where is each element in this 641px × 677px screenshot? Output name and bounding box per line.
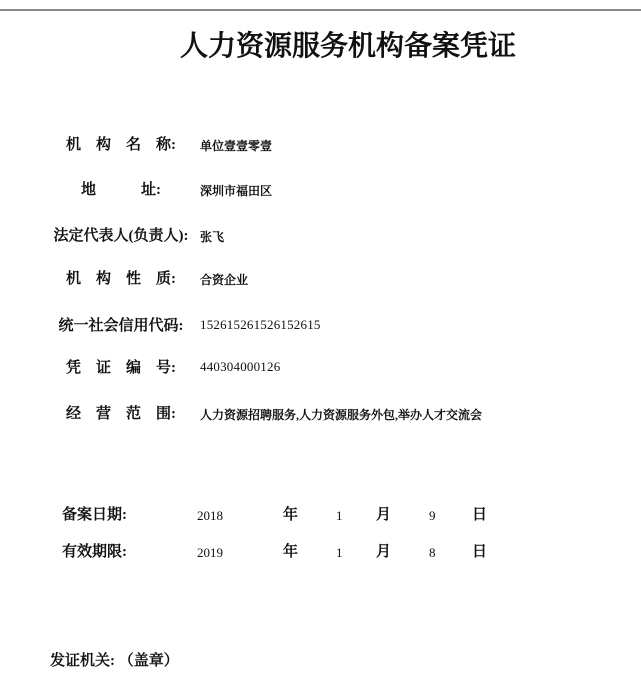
field-value-address: 深圳市福田区 bbox=[200, 184, 273, 198]
filing-date-year-unit: 年 bbox=[283, 507, 299, 523]
validity-date-month-unit: 月 bbox=[376, 544, 392, 560]
issuing-authority-seal-label: 发证机关: （盖章） bbox=[50, 653, 179, 669]
field-label-address: 地 址: bbox=[81, 182, 161, 198]
filing-date-day: 9 bbox=[429, 508, 436, 523]
filing-date-month-unit: 月 bbox=[376, 507, 392, 523]
field-value-org-type: 合资企业 bbox=[200, 273, 249, 287]
field-label-legal-representative: 法定代表人(负责人): bbox=[53, 228, 189, 244]
validity-date-day-unit: 日 bbox=[472, 544, 488, 560]
field-value-certificate-number: 440304000126 bbox=[200, 359, 281, 374]
filing-date-label: 备案日期: bbox=[62, 507, 127, 523]
field-label-org-name: 机 构 名 称: bbox=[66, 137, 176, 153]
field-label-credit-code: 统一社会信用代码: bbox=[58, 318, 184, 334]
field-value-credit-code: 152615261526152615 bbox=[200, 317, 321, 332]
field-label-business-scope: 经 营 范 围: bbox=[66, 406, 176, 422]
validity-date-label: 有效期限: bbox=[62, 544, 127, 560]
field-value-org-name: 单位壹壹零壹 bbox=[200, 139, 273, 153]
validity-date-day: 8 bbox=[429, 545, 436, 560]
certificate-title: 人力资源服务机构备案凭证 bbox=[180, 31, 517, 62]
filing-date-year: 2018 bbox=[197, 508, 223, 523]
validity-date-year-unit: 年 bbox=[283, 544, 299, 560]
field-value-legal-representative: 张飞 bbox=[200, 230, 225, 244]
filing-date-day-unit: 日 bbox=[472, 507, 488, 523]
field-label-org-type: 机 构 性 质: bbox=[66, 271, 176, 287]
validity-date-month: 1 bbox=[336, 545, 343, 560]
validity-date-year: 2019 bbox=[197, 545, 223, 560]
filing-date-month: 1 bbox=[336, 508, 343, 523]
field-label-certificate-number: 凭 证 编 号: bbox=[66, 360, 176, 376]
field-value-business-scope: 人力资源招聘服务,人力资源服务外包,举办人才交流会 bbox=[200, 408, 483, 422]
top-divider-rule bbox=[0, 9, 641, 11]
